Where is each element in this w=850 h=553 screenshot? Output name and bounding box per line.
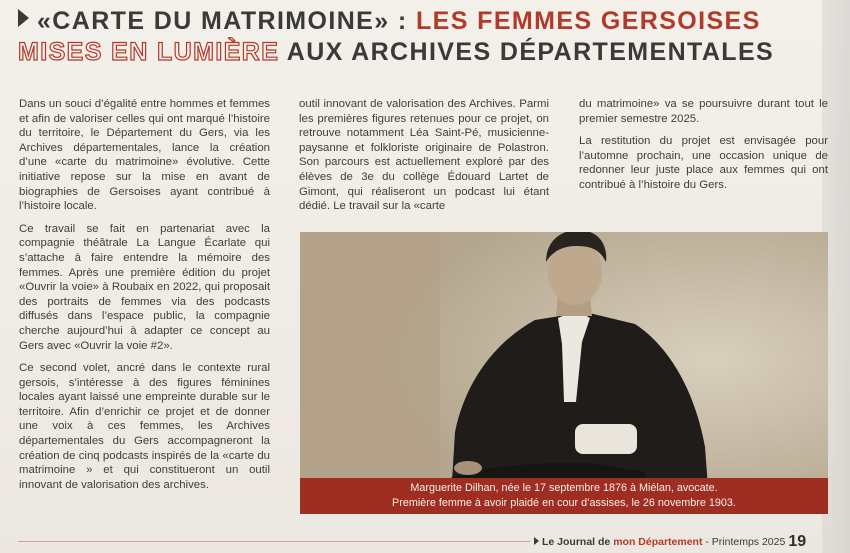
article-headline [18,6,838,68]
paragraph: Ce second volet, ancré dans le contexte rural gersois, s’intéresse à des figures féminines locales ayant laissé une empreinte durable sur le territoire. Afin d’enrichir ce projet et de donner une voix à ces femmes, les Archives départementales du Gers accompagneront la création de cinq podcasts inspirés de la «carte du matrimoine » et qui constitueront un outil innovant de valorisation des archives. [19,362,270,491]
text-column-3 [579,97,828,201]
footer-prefix: Le Journal de [542,536,614,548]
play-triangle-icon [534,537,539,545]
paragraph: outil innovant de valorisation des Archives. Parmi les premières figures retenues pour ce projet, on retrouve notamment Léa Saint-Pé, musicienne-paysanne et folkloriste originaire de Polastron. Son parcours est actuellement exploré par des élèves de 3e du collège Édouard Lartet de Gimont, qui réaliseront un podcast lui étant dédié. Le travail sur la «carte [299,98,549,213]
footer-divider [18,541,530,542]
play-triangle-icon [18,9,29,27]
text-column-2 [299,97,549,222]
headline-line-2 [18,37,838,68]
paragraph: du matrimoine» va se poursuivre durant tout le premier semestre 2025. [579,98,828,125]
footer-brand: mon Département [613,536,703,548]
page-number: 19 [788,533,807,550]
caption-line-2: Première femme à avoir plaidé en cour d’assises, le 26 novembre 1903. [392,497,736,509]
page-footer [534,533,806,551]
headline-part-4: AUX ARCHIVES DÉPARTEMENTALES [279,38,775,66]
portrait-illustration [300,232,828,514]
paragraph: Dans un souci d’égalité entre hommes et femmes et afin de valoriser celles qui ont marqué l’histoire du territoire, le Département du Gers, via les Archives départementales, lance la création d’une «carte du matrimoine» évolutive. Cette initiative repose sur la mise en avant de biographies de Gersoises ayant contribué à l’histoire locale. [19,98,270,213]
photo-caption [300,478,828,514]
headline-part-1: «CARTE DU MATRIMOINE» : [37,7,416,35]
headline-part-3: MISES EN LUMIÈRE [18,38,280,66]
headline-part-2: LES FEMMES GERSOISES [415,7,761,35]
footer-edition: - Printemps 2025 [702,536,786,548]
paragraph: Ce travail se fait en partenariat avec la compagnie théâtrale La Langue Écarlate qui s’attache à faire entendre la mémoire des femmes. Après une première édition du projet «Ouvrir la voie» à Roubaix en 2022, qui proposait des portraits de femmes via des podcasts diffusés dans l’espace public, la compagnie cherche aujourd’hui à adapter ce concept au Gers avec «Ouvrir la voie #2». [19,222,270,352]
caption-line-1: Marguerite Dilhan, née le 17 septembre 1876 à Miélan, avocate. [410,482,718,494]
portrait-photo [300,232,828,514]
text-column-1 [19,97,270,500]
headline-line-1 [18,6,838,37]
paragraph: La restitution du projet est envisagée pour l’automne prochain, une occasion unique de redonner leur juste place aux femmes qui ont contribué à l’histoire du Gers. [579,135,828,191]
